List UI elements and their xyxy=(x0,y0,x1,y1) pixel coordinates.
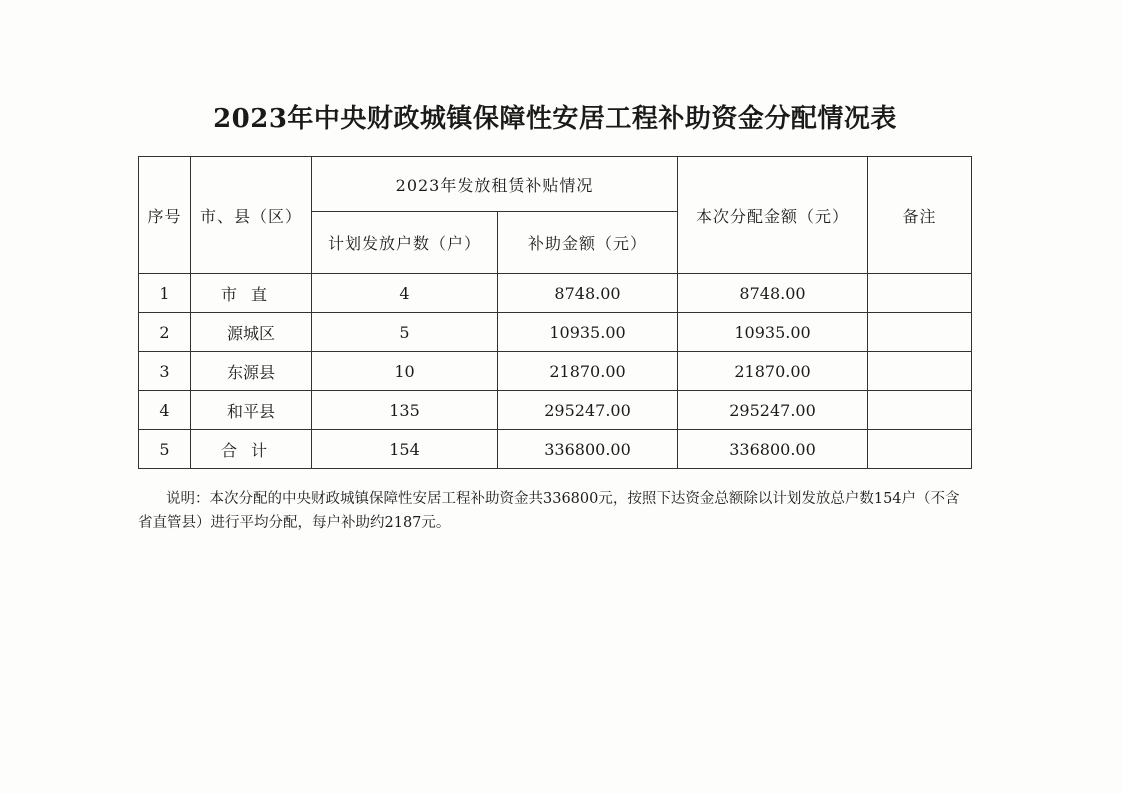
cell-remark xyxy=(868,391,972,430)
cell-subsidy: 336800.00 xyxy=(498,430,678,469)
cell-seq: 3 xyxy=(139,352,191,391)
cell-allocation: 336800.00 xyxy=(678,430,868,469)
cell-allocation: 21870.00 xyxy=(678,352,868,391)
cell-seq: 2 xyxy=(139,313,191,352)
header-row-top xyxy=(139,157,972,212)
cell-region: 源城区 xyxy=(191,313,312,352)
table-row xyxy=(139,352,972,391)
header-subsidy: 补助金额（元） xyxy=(498,212,678,274)
cell-households: 135 xyxy=(312,391,498,430)
header-region: 市、县（区） xyxy=(191,157,312,274)
cell-subsidy: 10935.00 xyxy=(498,313,678,352)
cell-subsidy: 8748.00 xyxy=(498,274,678,313)
cell-households: 154 xyxy=(312,430,498,469)
cell-remark xyxy=(868,352,972,391)
table-row xyxy=(139,274,972,313)
cell-seq: 4 xyxy=(139,391,191,430)
cell-remark xyxy=(868,313,972,352)
cell-region: 合计 xyxy=(191,430,312,469)
allocation-table xyxy=(138,156,972,469)
cell-households: 4 xyxy=(312,274,498,313)
page-title: 2023年中央财政城镇保障性安居工程补助资金分配情况表 xyxy=(213,104,897,134)
cell-allocation: 295247.00 xyxy=(678,391,868,430)
cell-subsidy: 295247.00 xyxy=(498,391,678,430)
cell-remark xyxy=(868,430,972,469)
header-households: 计划发放户数（户） xyxy=(312,212,498,274)
cell-remark xyxy=(868,274,972,313)
header-remark: 备注 xyxy=(868,157,972,274)
header-allocation: 本次分配金额（元） xyxy=(678,157,868,274)
cell-households: 5 xyxy=(312,313,498,352)
header-seq: 序号 xyxy=(139,157,191,274)
cell-allocation: 10935.00 xyxy=(678,313,868,352)
header-rent-subsidy-group: 2023年发放租赁补贴情况 xyxy=(312,157,678,212)
table-row xyxy=(139,391,972,430)
cell-subsidy: 21870.00 xyxy=(498,352,678,391)
cell-seq: 5 xyxy=(139,430,191,469)
cell-region: 和平县 xyxy=(191,391,312,430)
cell-region: 市直 xyxy=(191,274,312,313)
cell-seq: 1 xyxy=(139,274,191,313)
table-row xyxy=(139,313,972,352)
cell-allocation: 8748.00 xyxy=(678,274,868,313)
cell-region: 东源县 xyxy=(191,352,312,391)
table-row-total xyxy=(139,430,972,469)
cell-households: 10 xyxy=(312,352,498,391)
note-text: 说明：本次分配的中央财政城镇保障性安居工程补助资金共336800元，按照下达资金总额除以计划发放总户数154户（不含省直管县）进行平均分配，每户补助约2187元。 xyxy=(138,491,960,531)
